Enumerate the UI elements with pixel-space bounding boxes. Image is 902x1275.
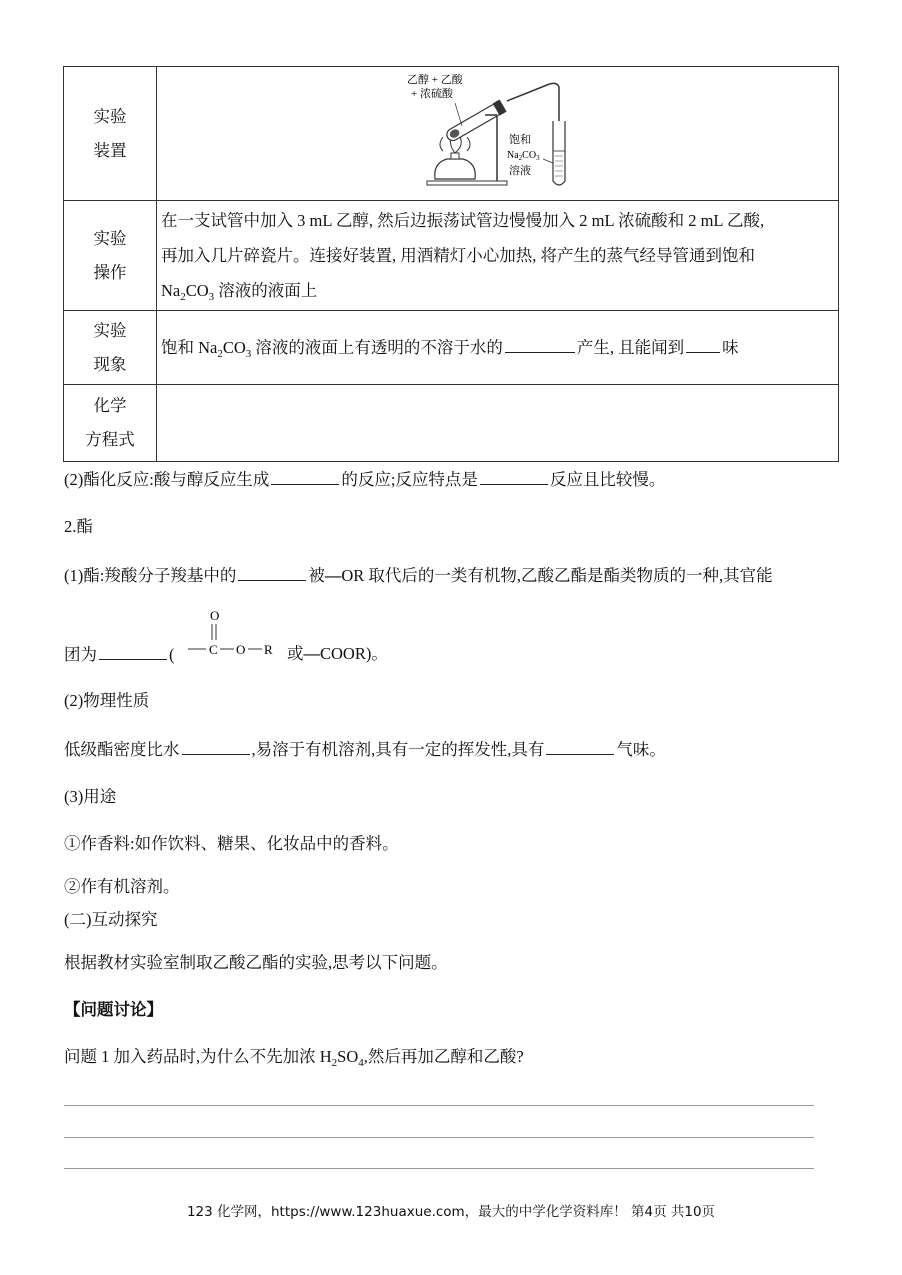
- ester-structure: [186, 604, 286, 664]
- label-line: 实验: [93, 228, 127, 248]
- discussion-heading: 【问题讨论】: [64, 1000, 163, 1019]
- solution-label: 溶液: [509, 165, 531, 177]
- label-line: 实验: [93, 106, 127, 126]
- phenomenon-cell: 饱和 $Na_2CO_3$ 溶液的液面上有透明的不溶于水的 产生, 且能闻到 味: [157, 311, 839, 385]
- solution-label: $Na_2CO_3$: [507, 150, 540, 162]
- esterification-line: (2)酯化反应:酸与醇反应生成 的反应;反应特点是 反应且比较慢。: [64, 470, 666, 489]
- page-footer: 123 化学网，https://www.123huaxue.com，最大的中学化学资料库！ 第4页 共10页: [186, 1204, 716, 1220]
- label-line: 装置: [93, 140, 127, 160]
- section-heading: 2.酯: [64, 517, 93, 536]
- ester-definition: (1)酯:羧酸分子羧基中的 被—OR 取代后的一类有机物,乙酸乙酯是酯类物质的一种,其官能: [64, 566, 773, 585]
- row-label: [64, 385, 157, 462]
- table-row: [64, 385, 839, 462]
- equation-cell[interactable]: [157, 385, 839, 462]
- operation-line: 再加入几片碎瓷片。连接好装置, 用酒精灯小心加热, 将产生的蒸气经导管通到饱和: [161, 246, 755, 265]
- apparatus-diagram: [407, 71, 607, 196]
- label-line: 实验: [93, 320, 127, 340]
- apparatus-cell: [157, 67, 839, 201]
- label-line: 化学: [93, 396, 127, 415]
- operation-line: 在一支试管中加入 3 mL 乙醇, 然后边振荡试管边慢慢加入 2 mL 浓硫酸和 2 mL 乙酸,: [161, 211, 765, 230]
- experiment-table: [63, 66, 839, 462]
- solution-label: 饱和: [509, 134, 531, 146]
- answer-line[interactable]: [64, 1168, 814, 1169]
- physical-line: 低级酯密度比水 ,易溶于有机溶剂,具有一定的挥发性,具有 气味。: [64, 740, 666, 759]
- oxygen-atom: O: [236, 642, 246, 657]
- row-label: [64, 311, 157, 385]
- functional-group-line: 团为 (: [64, 645, 175, 664]
- label-line: 现象: [93, 354, 127, 374]
- answer-blank[interactable]: [99, 643, 167, 660]
- answer-blank[interactable]: [238, 564, 306, 581]
- functional-group-alt: 或—COOR)。: [287, 644, 388, 663]
- interactive-intro: 根据教材实验室制取乙酸乙酯的实验,思考以下问题。: [64, 953, 448, 972]
- oxygen-atom: O: [210, 608, 220, 623]
- r-group: R: [264, 642, 273, 657]
- carbon-atom: C: [209, 642, 218, 657]
- physical-heading: (2)物理性质: [64, 691, 150, 710]
- question-1: 问题 1 加入药品时,为什么不先加浓 $H_2SO_4$,然后再加乙醇和乙酸?: [64, 1047, 524, 1069]
- uses-heading: (3)用途: [64, 787, 117, 806]
- uses-item: ②作有机溶剂。: [64, 877, 180, 896]
- label-line: 操作: [93, 262, 127, 282]
- answer-blank[interactable]: [686, 336, 720, 353]
- table-row: [64, 311, 839, 385]
- answer-blank[interactable]: [271, 468, 339, 485]
- label-line: 方程式: [85, 430, 135, 449]
- table-row: [64, 67, 839, 201]
- reagent-label: 乙醇 + 乙酸: [407, 74, 463, 86]
- reagent-label: + 浓硫酸: [411, 88, 453, 100]
- uses-item: ①作香料:如作饮料、糖果、化妆品中的香料。: [64, 834, 399, 853]
- operation-cell: [157, 201, 839, 311]
- answer-blank[interactable]: [480, 468, 548, 485]
- row-label: [64, 201, 157, 311]
- table-row: [64, 201, 839, 311]
- interactive-heading: (二)互动探究: [64, 910, 158, 929]
- answer-blank[interactable]: [546, 738, 614, 755]
- row-label: [64, 67, 157, 201]
- answer-line[interactable]: [64, 1105, 814, 1106]
- operation-line: $Na_2CO_3$ 溶液的液面上: [161, 281, 318, 303]
- answer-line[interactable]: [64, 1137, 814, 1138]
- answer-blank[interactable]: [182, 738, 250, 755]
- answer-blank[interactable]: [505, 336, 575, 353]
